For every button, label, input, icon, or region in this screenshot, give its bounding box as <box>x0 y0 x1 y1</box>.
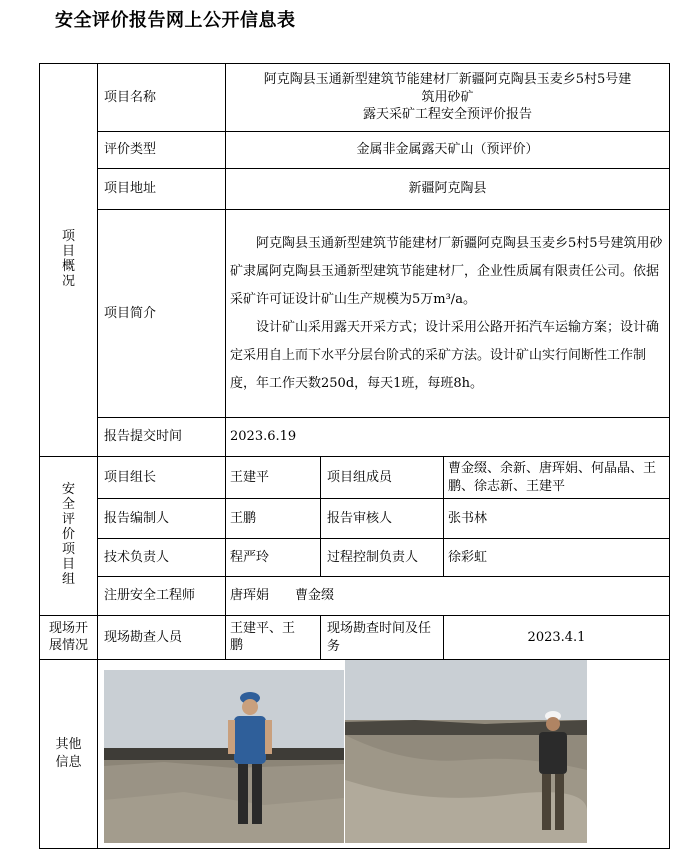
section-evaluation-team <box>40 457 98 616</box>
project-name-label: 项目名称 <box>98 64 226 132</box>
intro-paragraph: 阿克陶县玉通新型建筑节能建材厂新疆阿克陶县玉麦乡5村5号建筑用砂矿隶属阿克陶县玉通新型建筑节能建材厂，企业性质属有限责任公司。依据采矿许可证设计矿山生产规模为5万m³/a。 <box>230 235 663 307</box>
section-other-info <box>40 660 98 849</box>
project-address-label: 项目地址 <box>98 169 226 210</box>
site-photo-1 <box>104 670 344 843</box>
project-address-value: 新疆阿克陶县 <box>226 169 670 210</box>
tech-lead-label: 技术负责人 <box>98 539 226 577</box>
project-name-line: 筑用砂矿 <box>421 89 474 105</box>
team-leader-value: 王建平 <box>226 457 321 499</box>
project-intro-value <box>226 210 670 418</box>
site-staff-label: 现场勘查人员 <box>98 616 226 660</box>
site-time-value: 2023.4.1 <box>444 616 670 660</box>
evaluation-type-value: 金属非金属露天矿山（预评价） <box>226 132 670 169</box>
report-reviewer-label: 报告审核人 <box>321 499 444 539</box>
process-control-value: 徐彩虹 <box>444 539 670 577</box>
intro-paragraph: 设计矿山采用露天开采方式；设计采用公路开拓汽车运输方案；设计确定采用自上而下水平分层台阶式的采矿方法。设计矿山实行间断性工作制度，年工作天数250d，每天1班，每班8h。 <box>230 319 660 391</box>
submit-time-label: 报告提交时间 <box>98 418 226 457</box>
project-name-line: 露天采矿工程安全预评价报告 <box>362 107 532 123</box>
site-photo-2 <box>345 660 587 843</box>
report-reviewer-value: 张书林 <box>444 499 670 539</box>
submit-time-value: 2023.6.19 <box>226 418 670 457</box>
section-label: 其他信息 <box>55 736 82 770</box>
project-name-value <box>226 64 670 132</box>
photos-cell <box>98 660 670 849</box>
process-control-label: 过程控制负责人 <box>321 539 444 577</box>
project-intro-label: 项目简介 <box>98 210 226 418</box>
team-members-label: 项目组成员 <box>321 457 444 499</box>
safety-engineer-value: 唐珲娟 曹金缀 <box>226 577 670 616</box>
site-staff-names: 王建平、王鹏 <box>230 620 296 653</box>
site-time-label: 现场勘查时间及任务 <box>321 616 444 660</box>
document-title: 安全评价报告网上公开信息表 <box>55 10 296 31</box>
team-leader-label: 项目组长 <box>98 457 226 499</box>
report-compiler-label: 报告编制人 <box>98 499 226 539</box>
section-label: 项目概况 <box>61 228 75 289</box>
safety-engineer-label: 注册安全工程师 <box>98 577 226 616</box>
section-project-overview <box>40 64 98 457</box>
site-staff-value <box>226 616 321 660</box>
section-label: 现场开展情况 <box>48 620 88 653</box>
project-name-line: 阿克陶县玉通新型建筑节能建材厂新疆阿克陶县玉麦乡5村5号建 <box>263 72 632 88</box>
evaluation-type-label: 评价类型 <box>98 132 226 169</box>
section-site-work <box>40 616 98 660</box>
tech-lead-value: 程严玲 <box>226 539 321 577</box>
team-members-value: 曹金缀、余新、唐珲娟、何晶晶、王鹏、徐志新、王建平 <box>444 457 670 499</box>
info-table <box>39 63 670 849</box>
report-compiler-value: 王鹏 <box>226 499 321 539</box>
section-label: 安全评价项目组 <box>61 482 75 588</box>
